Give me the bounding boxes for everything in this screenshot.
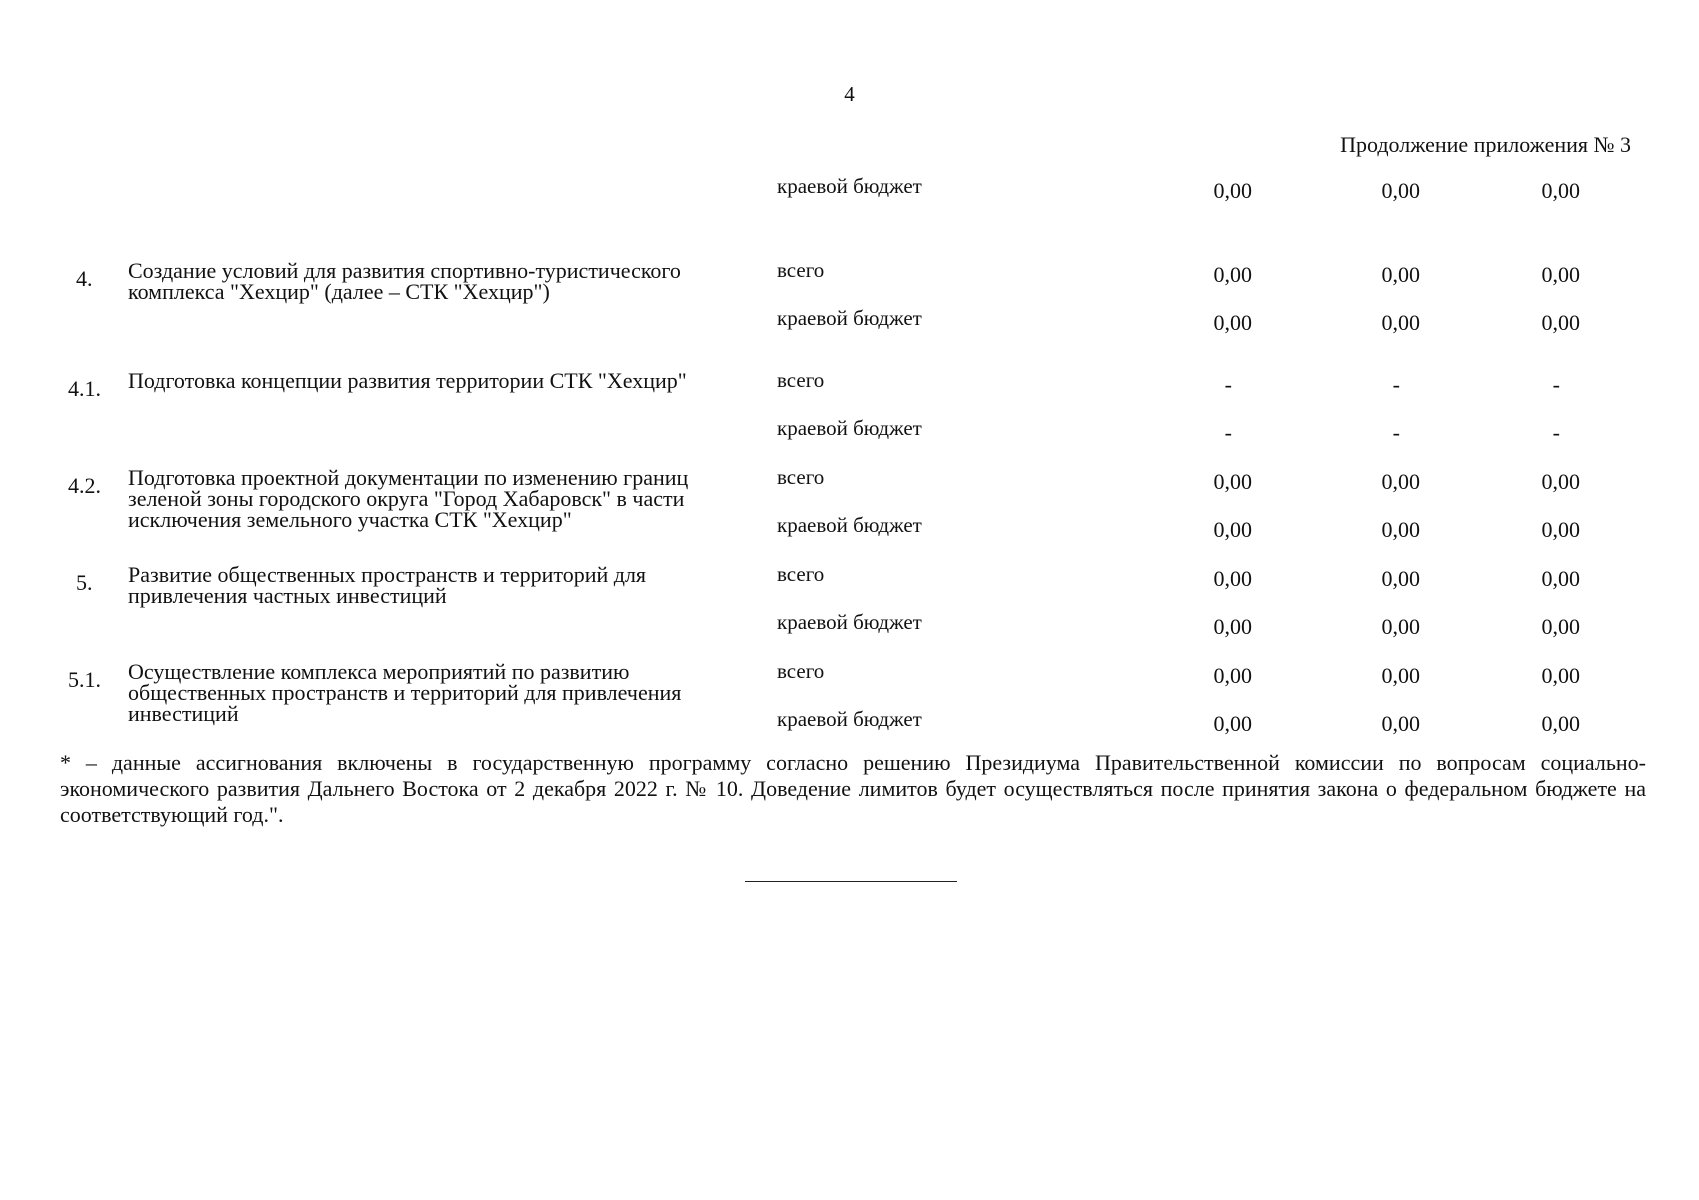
value-cell: 0,00 <box>1541 178 1580 203</box>
table-row <box>0 562 1699 639</box>
value-cell: 0,00 <box>1541 711 1580 736</box>
funding-source: краевой бюджет <box>777 610 922 634</box>
value-cell: 0,00 <box>1381 566 1420 591</box>
row-number: 5. <box>76 570 93 595</box>
value-cell: 0,00 <box>1541 663 1580 688</box>
value-cell: 0,00 <box>1541 517 1580 542</box>
value-cell: 0,00 <box>1213 469 1252 494</box>
funding-source: всего <box>777 258 825 282</box>
page-number: 4 <box>844 82 855 106</box>
value-cell: 0,00 <box>1213 178 1252 203</box>
value-cell: 0,00 <box>1213 614 1252 639</box>
value-cell: 0,00 <box>1213 262 1252 287</box>
value-cell: 0,00 <box>1381 178 1420 203</box>
value-cell: 0,00 <box>1381 262 1420 287</box>
funding-source: краевой бюджет <box>777 707 922 731</box>
value-cell: 0,00 <box>1381 614 1420 639</box>
value-cell: 0,00 <box>1213 310 1252 335</box>
table-row <box>0 174 1699 203</box>
value-cell: 0,00 <box>1213 663 1252 688</box>
value-cell: 0,00 <box>1541 310 1580 335</box>
row-number: 4.2. <box>68 473 101 498</box>
funding-source: всего <box>777 465 825 489</box>
value-cell: 0,00 <box>1541 262 1580 287</box>
value-cell: 0,00 <box>1213 566 1252 591</box>
funding-source: всего <box>777 562 825 586</box>
value-cell: 0,00 <box>1541 566 1580 591</box>
row-name: Создание условий для развития спортивно-туристического комплекса "Хехцир" (далее – СТК "Хехцир") <box>128 258 681 304</box>
closing-rule-line <box>745 881 957 882</box>
funding-source: краевой бюджет <box>777 416 922 440</box>
row-number: 4. <box>76 266 93 291</box>
value-cell: - <box>1392 372 1400 397</box>
value-cell: 0,00 <box>1381 711 1420 736</box>
table-row <box>0 258 1699 335</box>
value-cell: 0,00 <box>1381 469 1420 494</box>
value-cell: 0,00 <box>1381 310 1420 335</box>
value-cell: - <box>1224 420 1232 445</box>
value-cell: 0,00 <box>1213 711 1252 736</box>
appendix-continuation-label: Продолжение приложения № 3 <box>1340 132 1631 157</box>
value-cell: 0,00 <box>1381 517 1420 542</box>
funding-source: всего <box>777 368 825 392</box>
row-number: 5.1. <box>68 667 101 692</box>
row-number: 4.1. <box>68 376 101 401</box>
table-row <box>0 659 1699 736</box>
value-cell: - <box>1392 420 1400 445</box>
funding-source: краевой бюджет <box>777 513 922 537</box>
value-cell: 0,00 <box>1541 469 1580 494</box>
row-name: Развитие общественных пространств и территорий для привлечения частных инвестиций <box>128 562 647 608</box>
value-cell: 0,00 <box>1541 614 1580 639</box>
row-name: Подготовка концепции развития территории СТК "Хехцир" <box>128 368 687 393</box>
funding-source: всего <box>777 659 825 683</box>
value-cell: 0,00 <box>1381 663 1420 688</box>
footnote: * – данные ассигнования включены в государственную программу согласно решению Президиума Правительственной комиссии по вопросам социально-экономического развития Дальнего Востока от 2 декабря 2022 г. № 10. Доведение лимитов будет осуществляться после принятия закона о федеральном бюджете на соответствующий год.". <box>60 750 1646 827</box>
row-name: Подготовка проектной документации по изменению границ зеленой зоны городского округа "Город Хабаровск" в части исключения земельного участка СТК "Хехцир" <box>128 465 689 532</box>
table-row <box>0 368 1699 445</box>
funding-source: краевой бюджет <box>777 174 922 198</box>
value-cell: - <box>1552 420 1560 445</box>
funding-source: краевой бюджет <box>777 306 922 330</box>
value-cell: - <box>1224 372 1232 397</box>
table-row <box>0 465 1699 542</box>
row-name: Осуществление комплекса мероприятий по развитию общественных пространств и территорий для привлечения инвестиций <box>128 659 682 726</box>
value-cell: 0,00 <box>1213 517 1252 542</box>
value-cell: - <box>1552 372 1560 397</box>
